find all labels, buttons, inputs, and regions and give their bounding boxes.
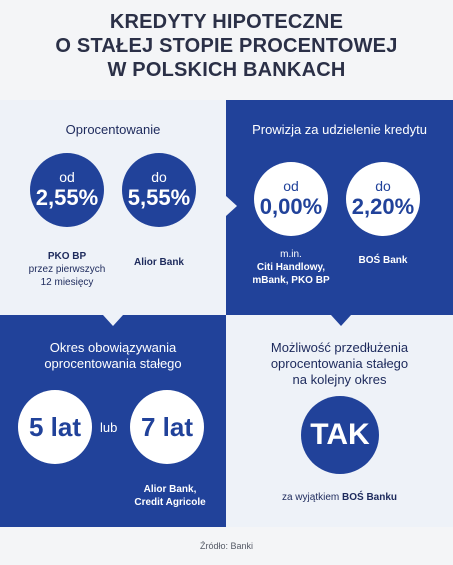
oprocentowanie-min-circle [30,153,104,227]
title-line-3: W POLSKICH BANKACH [107,59,346,81]
oprocentowanie-min-caption [17,250,117,289]
przedluzenie-heading-line2: oprocentowania stałego [270,356,409,371]
okres-option2-circle [130,390,204,464]
oprocentowanie-max-caption [109,256,209,269]
okres-heading-line2: oprocentowania stałego [44,356,182,371]
prowizja-max-value: 2,20% [351,194,415,219]
przedluzenie-answer-circle [301,396,379,474]
prowizja-max-prefix: do [375,178,391,194]
prowizja-max-circle [346,162,420,236]
prowizja-min-value: 0,00% [259,194,323,219]
okres-caption [115,483,225,509]
oprocentowanie-max-prefix: do [151,169,167,185]
oprocentowanie-min-note2: 12 miesięcy [40,277,94,288]
oprocentowanie-min-prefix: od [59,169,75,185]
oprocentowanie-min-note1: przez pierwszych [28,264,106,275]
okres-option2-value: 7 lat [140,411,194,442]
prowizja-min-prefix: od [283,178,299,194]
okres-option1-circle [18,390,92,464]
oprocentowanie-max-value: 5,55% [127,185,191,210]
arrow-down-decoration-left [103,315,123,326]
arrow-right-decoration [226,196,237,216]
przedluzenie-heading-line1: Możliwość przedłużenia [270,340,409,355]
okres-bank1: Alior Bank, [143,484,197,495]
prowizja-min-bank1: Citi Handlowy, [256,262,326,273]
page-title [0,10,453,82]
oprocentowanie-heading: Oprocentowanie [65,122,161,137]
okres-option1-value: 5 lat [28,411,82,442]
prowizja-heading: Prowizja za udzielenie kredytu [252,122,427,137]
prowizja-min-note: m.in. [280,249,302,260]
prowizja-max-bank: BOŚ Bank [358,255,408,266]
oprocentowanie-max-bank: Alior Bank [133,257,184,268]
okres-heading-line1: Okres obowiązywania [49,340,177,355]
przedluzenie-note-prefix: za wyjątkiem [281,492,340,503]
przedluzenie-heading-line3: na kolejny okres [292,372,387,387]
przedluzenie-caption [226,491,453,504]
oprocentowanie-min-value: 2,55% [35,185,99,210]
przedluzenie-answer: TAK [310,418,370,451]
prowizja-min-caption [241,248,341,287]
prowizja-max-caption [333,254,433,267]
oprocentowanie-min-bank: PKO BP [47,251,87,262]
oprocentowanie-max-circle [122,153,196,227]
okres-bank2: Credit Agricole [134,497,206,508]
source-note: Źródło: Banki [199,541,254,551]
przedluzenie-note-bank: BOŚ Banku [342,492,398,503]
arrow-down-decoration [331,315,351,326]
title-line-2: O STAŁEJ STOPIE PROCENTOWEJ [55,35,398,57]
okres-heading [0,340,226,372]
prowizja-min-bank2: mBank, PKO BP [252,275,330,286]
okres-connector: lub [100,420,118,435]
title-line-1: KREDYTY HIPOTECZNE [109,11,344,33]
przedluzenie-heading [226,340,453,388]
prowizja-min-circle [254,162,328,236]
